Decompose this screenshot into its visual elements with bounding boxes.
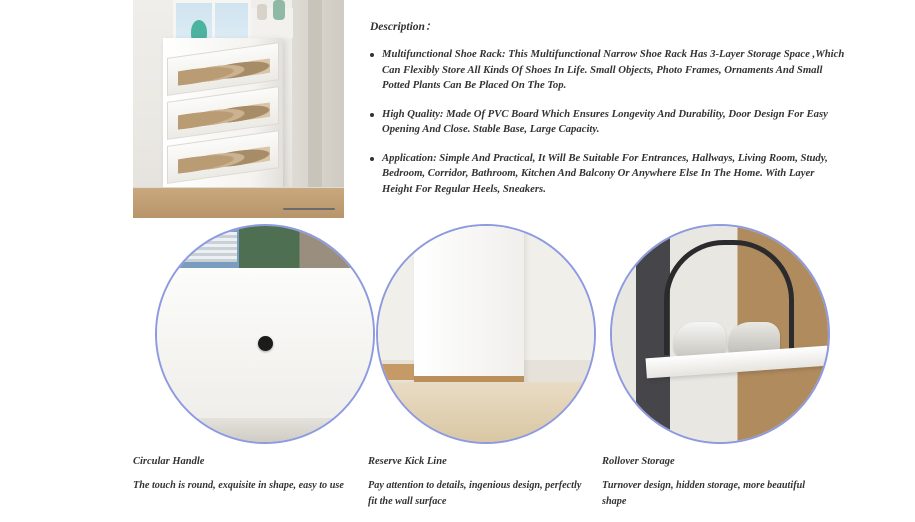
cable-icon (283, 208, 335, 210)
feature-reserve-kick-line (368, 224, 613, 522)
feature-description: Turnover design, hidden storage, more beautiful shape (602, 480, 806, 507)
shoes-icon (178, 96, 270, 131)
door-frame (308, 0, 322, 200)
drawer-bottom-edge (157, 418, 373, 442)
description-bullet-list (370, 47, 845, 197)
books-on-top-icon (157, 226, 373, 268)
cabinet-side (414, 226, 524, 396)
feature-title: Rollover Storage (602, 456, 675, 467)
features-section (0, 224, 915, 522)
feature-title: Circular Handle (133, 456, 205, 467)
description-title: Description： (370, 21, 437, 33)
top-section (0, 0, 915, 224)
hero-product-image (133, 0, 344, 218)
feature-description: The touch is round, exquisite in shape, easy to use (133, 480, 344, 491)
feature-title: Reserve Kick Line (368, 456, 447, 467)
feature-rollover-storage (602, 224, 847, 522)
feature-circular-handle (133, 224, 378, 522)
description-bullet-item: High Quality: Made Of PVC Board Which Ensures Longevity And Durability, Door Design For Easy Opening And Close. Stable Base, Large Capacity. (370, 107, 845, 138)
shoes-icon (178, 140, 270, 175)
feature-image-circle (610, 224, 830, 444)
description-bullet-item: Multifunctional Shoe Rack: This Multifunctional Narrow Shoe Rack Has 3-Layer Storage Space ,Which Can Flexibly Store All Kinds Of Shoes In Life. Small Objects, Photo Frames, Ornaments And Small Potted Plants Can Be Placed On The Top. (370, 47, 845, 94)
floor (378, 382, 594, 442)
description-block (370, 18, 845, 210)
round-handle-icon (258, 336, 273, 351)
circular-handle-photo (157, 226, 373, 442)
cabinet-drawer (167, 130, 279, 184)
feature-image-circle (155, 224, 375, 444)
vase-icon (257, 4, 267, 20)
rollover-storage-photo (612, 226, 828, 442)
potted-plant-icon (273, 0, 285, 20)
feature-description: Pay attention to details, ingenious design, perfectly fit the wall surface (368, 480, 582, 507)
floor (133, 188, 344, 218)
skirting-board (378, 364, 418, 380)
description-bullet-item: Application: Simple And Practical, It Will Be Suitable For Entrances, Hallways, Living Room, Study, Bedroom, Corridor, Bathroom, Kitchen And Balcony Or Anywhere Else In The Home. With Layer Height For Regular Heels, Sneakers. (370, 151, 845, 198)
shoe-cabinet (163, 38, 283, 190)
feature-image-circle (376, 224, 596, 444)
shoe-icon (674, 322, 726, 356)
kick-line-photo (378, 226, 594, 442)
shoes-icon (178, 52, 270, 87)
